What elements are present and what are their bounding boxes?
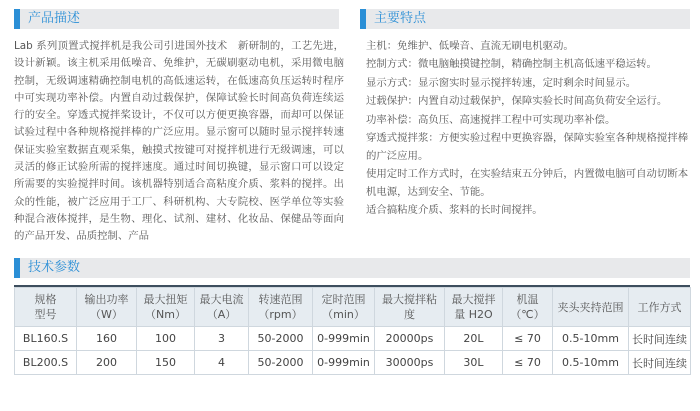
col-header: 夹头夹持范围 — [553, 288, 629, 327]
col-header: 最大搅拌 量 H2O — [445, 288, 503, 327]
specs-header — [14, 258, 690, 278]
table-cell: 4 — [195, 351, 249, 375]
description-title: 产品描述 — [28, 11, 81, 26]
col-header: 规格 型号 — [15, 288, 77, 327]
table-cell: BL160.S — [15, 327, 77, 351]
table-cell: 200 — [77, 351, 137, 375]
table-cell: 100 — [137, 327, 195, 351]
table-cell: 长时间连续 — [629, 351, 691, 375]
description-body — [14, 38, 344, 246]
col-header: 机温 （℃） — [503, 288, 553, 327]
feature-item: 显示方式：显示窗实时显示搅拌转速，定时剩余时间显示。 — [366, 76, 637, 89]
table-cell: 20000ps — [375, 327, 445, 351]
feature-item: 控制方式：微电脑触摸键控制，精确控制主机高低速平稳运转。 — [366, 58, 657, 71]
spec-table — [14, 287, 691, 375]
description-paragraph: Lab 系列顶置式搅拌机是我公司引进国外技术 新研制的，工艺先进，设计新颖。该主机采用低噪音、免维护，无碳刷驱动电机，采用微电脑控制，无级调速精确控制电机的高低速运转，在低速高负压运转时程序中可实现功率补偿。内置自动过载保护，保障试验长时间高负荷连续运行的安全。穿透式搅拌桨设计，不仅可以方便更换容器，而却可以保证试验过程中各种规格搅拌棒的广泛应用。显示窗可以随时显示搅拌转速保证实验室数据直观采集，触摸式按键可对搅拌机进行无级调速，可以灵活的修正试验所需的搅拌速度。通过时间切换键，显示窗口可以设定所需要的实验搅拌时间。该机器特别适合高粘度介质、浆料的搅拌。出众的性能，被广泛应用于工厂、科研机构、大专院校、医学单位等实验种混合液体搅拌，是生物、理化、试剂、建材、化妆品、保健品等面向的产品开发、品质控制、产品 — [14, 40, 344, 243]
table-cell: 长时间连续 — [629, 327, 691, 351]
col-header: 最大扭矩 （Nm） — [137, 288, 195, 327]
description-header — [14, 9, 339, 29]
table-cell: 50-2000 — [249, 327, 313, 351]
col-header: 最大搅拌粘 度 — [375, 288, 445, 327]
table-cell: 30L — [445, 351, 503, 375]
col-header: 定时范围 （min） — [313, 288, 375, 327]
table-cell: 3 — [195, 327, 249, 351]
feature-item: 穿透式搅拌浆：方便实验过程中更换容器，保障实验室各种规格搅拌棒的广泛应用。 — [366, 132, 689, 162]
col-header: 工作方式 — [629, 288, 691, 327]
header-accent-bar — [14, 9, 20, 29]
table-cell: 150 — [137, 351, 195, 375]
feature-item: 功率补偿：高负压、高速搅拌工程中可实现功率补偿。 — [366, 113, 616, 126]
features-list — [366, 38, 691, 220]
table-cell: BL200.S — [15, 351, 77, 375]
table-row — [15, 351, 691, 375]
specs-title: 技术参数 — [28, 260, 81, 275]
col-header: 转速范围 （rpm） — [249, 288, 313, 327]
table-cell: ≤ 70 — [503, 327, 553, 351]
feature-item: 适合搞粘度介质、浆料的长时间搅拌。 — [366, 203, 543, 216]
header-accent-bar — [14, 258, 20, 278]
table-cell: 30000ps — [375, 351, 445, 375]
table-cell: 20L — [445, 327, 503, 351]
col-header: 输出功率 （W） — [77, 288, 137, 327]
table-cell: 160 — [77, 327, 137, 351]
feature-item: 过载保护：内置自动过载保护，保障实验长时间高负荷安全运行。 — [366, 95, 668, 108]
table-row — [15, 327, 691, 351]
table-cell: 0.5-10mm — [553, 327, 629, 351]
table-header-row — [15, 288, 691, 327]
table-cell: 0-999min — [313, 327, 375, 351]
features-title: 主要特点 — [374, 11, 427, 26]
table-cell: 0-999min — [313, 351, 375, 375]
table-cell: ≤ 70 — [503, 351, 553, 375]
feature-item: 主机：免维护、低噪音、直流无刷电机驱动。 — [366, 40, 574, 52]
features-header — [360, 9, 690, 29]
header-accent-bar — [360, 9, 366, 29]
col-header: 最大电流 （A） — [195, 288, 249, 327]
table-cell: 0.5-10mm — [553, 351, 629, 375]
feature-item: 使用定时工作方式时，在实验结束五分钟后，内置微电脑可自动切断本机电源，达到安全、节能。 — [366, 168, 689, 198]
table-cell: 50-2000 — [249, 351, 313, 375]
